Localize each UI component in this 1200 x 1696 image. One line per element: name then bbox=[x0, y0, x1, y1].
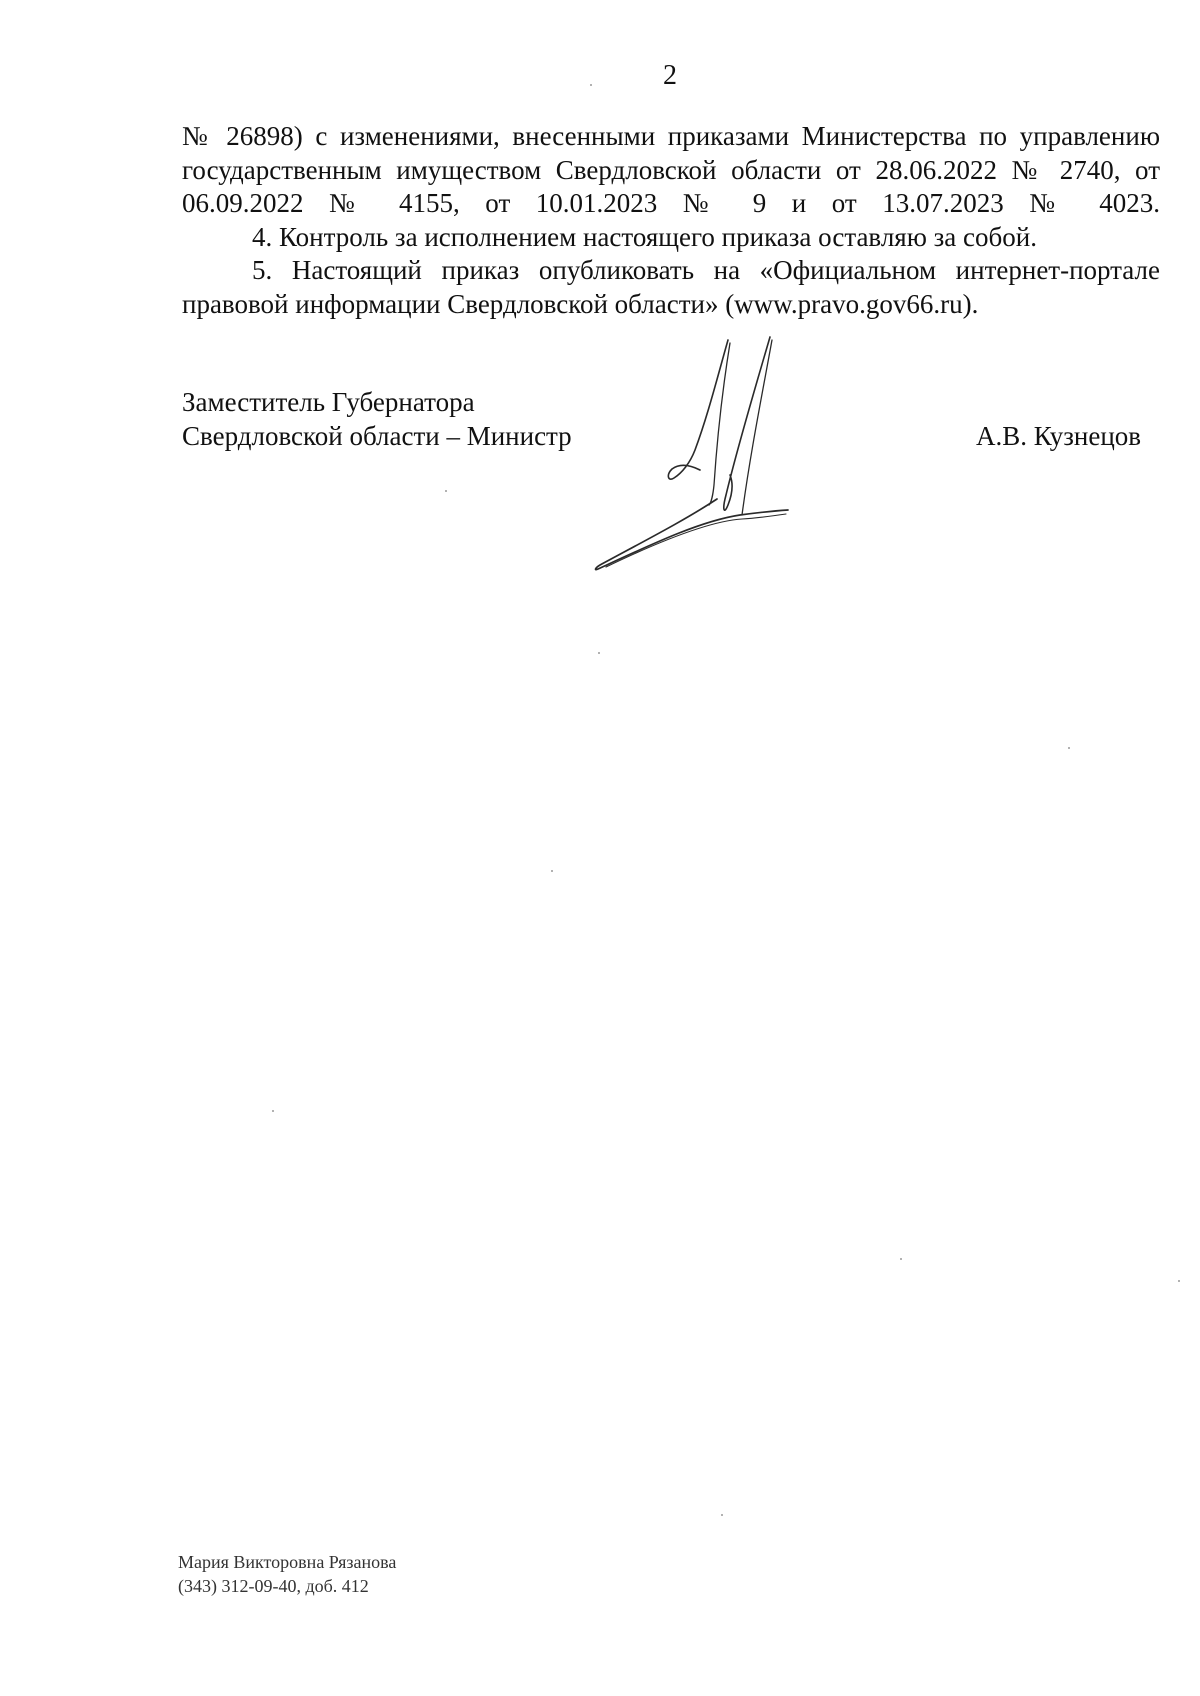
signature-stroke-left-return bbox=[709, 343, 730, 505]
scan-speck bbox=[551, 870, 553, 872]
scan-speck bbox=[721, 1514, 723, 1516]
handwritten-signature bbox=[590, 335, 820, 605]
signatory-name: А.В. Кузнецов bbox=[976, 421, 1142, 451]
signature-stroke-tail-double bbox=[606, 514, 786, 567]
executor-info bbox=[178, 1550, 396, 1598]
paragraph-item-5: 5. Настоящий приказ опубликовать на «Официальном интернет-портале правовой информации Свердловской области» (www.pravo.gov66.ru). bbox=[182, 255, 1160, 319]
scan-speck bbox=[272, 1110, 274, 1112]
page-number: 2 bbox=[663, 60, 677, 91]
scan-speck bbox=[445, 490, 447, 492]
signature-stroke-long-tail bbox=[596, 499, 788, 570]
paragraph-continuation: № 26898) с изменениями, внесенными приказами Министерства по управлению государственным имуществом Свердловской области от 28.06.2022 № 2740, от 06.09.2022 № 4155, от 10.01.2023 № 9 и от 13.07.2023 № 4023. bbox=[182, 121, 1160, 218]
scan-speck bbox=[1178, 1280, 1180, 1282]
signature-stroke-left-loop bbox=[668, 340, 728, 479]
scan-speck bbox=[590, 84, 592, 86]
signatory-title bbox=[182, 385, 572, 453]
scan-speck bbox=[900, 1258, 902, 1260]
executor-name: Мария Викторовна Рязанова bbox=[178, 1552, 397, 1572]
signature-stroke-right-return bbox=[742, 340, 772, 515]
signatory-title-line1: Заместитель Губернатора bbox=[182, 387, 475, 417]
scan-speck bbox=[1068, 747, 1070, 749]
signatory-title-line2: Свердловской области – Министр bbox=[182, 421, 572, 451]
paragraph-item-4: 4. Контроль за исполнением настоящего приказа оставляю за собой. bbox=[252, 221, 1037, 252]
executor-phone: (343) 312-09-40, доб. 412 bbox=[178, 1576, 369, 1596]
document-body bbox=[182, 120, 1160, 321]
scan-speck bbox=[598, 652, 600, 654]
